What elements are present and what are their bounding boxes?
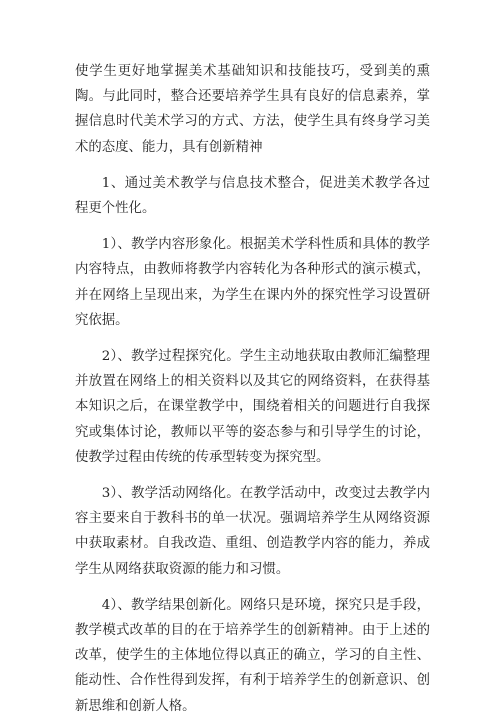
document-body [75, 59, 430, 719]
paragraph-intro-continuation: 使学生更好地掌握美术基础知识和技能技巧，受到美的熏陶。与此同时，整合还要培养学生具有良好的信息素养，掌握信息时代美术学习的方式、方法，使学生具有终身学习美术的态度、能力，具有创新精神 [75, 64, 430, 155]
paragraph-item-4: 4）、教学结果创新化。网络只是环境，探究只是手段，教学模式改革的目的在于培养学生的创新精神。由于上述的改革，使学生的主体地位得以真正的确立，学习的自主性、能动性、合作性得到发挥，有利于培养学生的创新意识、创新思维和创新人格。 [75, 597, 430, 714]
paragraph-item-1: 1）、教学内容形象化。根据美术学科性质和具体的教学内容特点，由教师将教学内容转化为各种形式的演示模式，并在网络上呈现出来，为学生在课内外的探究性学习设置研究依据。 [75, 237, 430, 328]
paragraph-section-1: 1、通过美术教学与信息技术整合，促进美术教学各过程更个性化。 [75, 175, 430, 217]
paragraph-item-2: 2）、教学过程探究化。学生主动地获取由教师汇编整理并放置在网络上的相关资料以及其它的网络资料，在获得基本知识之后，在课堂教学中，围绕着相关的问题进行自我探究或集体讨论，教师以平等的姿态参与和引导学生的讨论，使教学过程由传统的传承型转变为探究型。 [75, 349, 430, 465]
paragraph-item-3: 3）、教学活动网络化。在教学活动中，改变过去教学内容主要来自于教科书的单一状况。强调培养学生从网络资源中获取素材。自我改造、重组、创造教学内容的能力，养成学生从网络获取资源的能力和习惯。 [75, 486, 430, 577]
